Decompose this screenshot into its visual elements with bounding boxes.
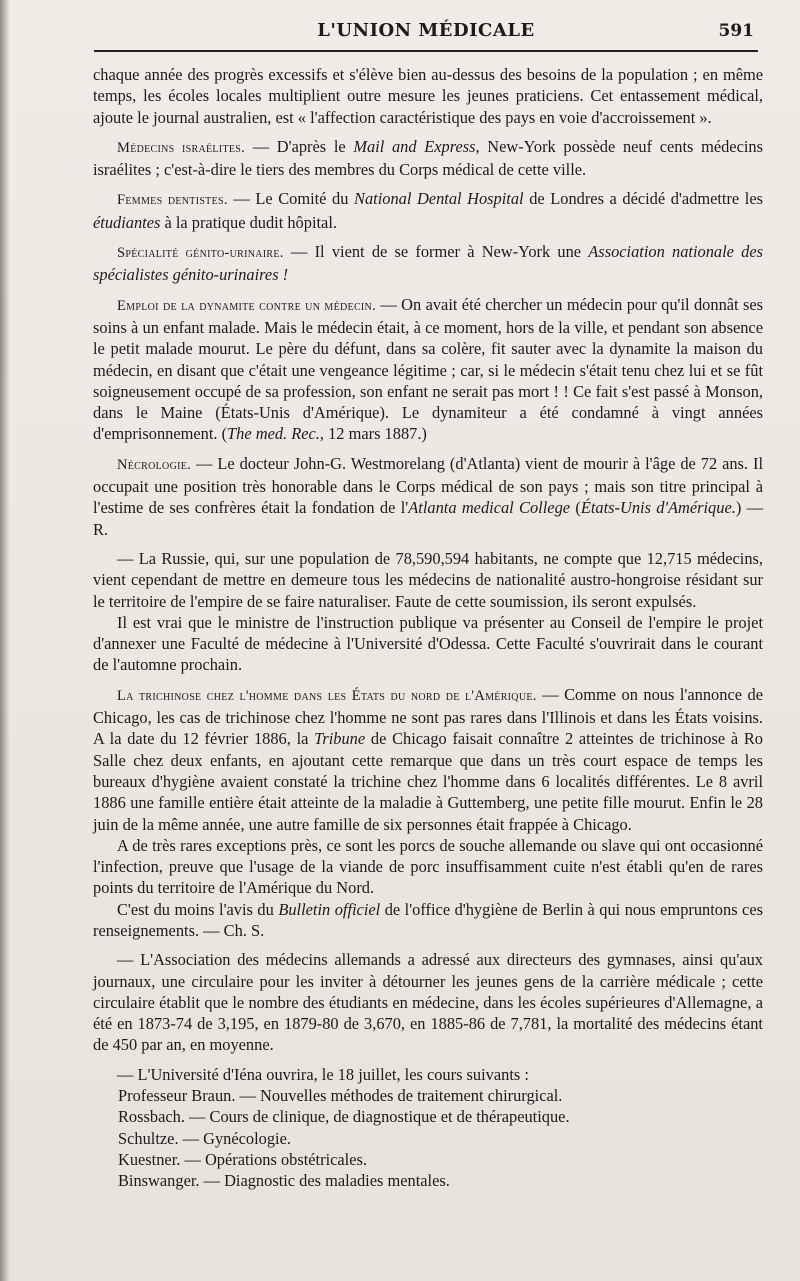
section-heading: Spécialité génito-urinaire. — [117, 245, 284, 262]
paragraph-association-allemande: — L'Association des médecins allemands a adressé aux directeurs des gymnases, ainsi qu'aux journaux, une circulaire pour les inviter à détourner les jeunes gens de la carrière médicale ; cette circulaire établit que le nombre des étudiants en médecine, dans les écoles supérieures d'Allemagne, a été en 1873-74 de 3,195, en 1879-80 de 3,670, en 1885-86 de 7,781, la mortalité des médecins étant de 450 par an, en moyenne. — [93, 950, 763, 1055]
paragraph-bulletin: C'est du moins l'avis du Bulletin officiel de l'office d'hygiène de Berlin à qui nous empruntons ces renseignements. — Ch. S. — [93, 899, 763, 940]
article-body — [93, 64, 763, 1192]
list-item: Binswanger. — Diagnostic des maladies mentales. — [118, 1171, 450, 1191]
paragraph-iena: — L'Université d'Iéna ouvrira, le 18 juillet, les cours suivants : — [117, 1064, 529, 1084]
section-heading: Femmes dentistes. — [117, 192, 228, 209]
paragraph-medecins-israelites: Médecins israélites. — D'après le Mail and Express, New-York possède neuf cents médecins israélites ; c'est-à-dire le tiers des membres du Corps médical de cette ville. — [93, 136, 763, 180]
paragraph-necrologie: Nécrologie. — Le docteur John-G. Westmorelang (d'Atlanta) vient de mourir à l'âge de 72 ans. Il occupait une position très honorable dans le Corps médical de son pays ; mais son titre principal à l'estime de ses confrères était la fondation de l'Atlanta medical College (États-Unis d'Amérique.) — R. — [93, 453, 763, 539]
book-spine-shadow — [0, 0, 10, 1281]
journal-title: L'UNION MÉDICALE — [317, 20, 535, 41]
paragraph-russie: — La Russie, qui, sur une population de 78,590,594 habitants, ne compte que 12,715 médecins, vient cependant de mettre en demeure tous les médecins de nationalité austro-hongroise résidant sur le territoire de l'empire de se faire naturaliser. Faute de cette soumission, ils seront expulsés. — [93, 548, 763, 611]
list-item: Schultze. — Gynécologie. — [118, 1128, 291, 1148]
section-heading: Emploi de la dynamite contre un médecin. — [117, 297, 377, 314]
paragraph-femmes-dentistes: Femmes dentistes. — Le Comité du National Dental Hospital de Londres a décidé d'admettre les étudiantes à la pratique dudit hôpital. — [93, 189, 763, 232]
course-list — [118, 1085, 763, 1191]
page-number: 591 — [718, 21, 754, 41]
section-heading: Nécrologie. — [117, 456, 192, 473]
paragraph-population: chaque année des progrès excessifs et s'élève bien au-dessus des besoins de la population ; en même temps, les écoles locales multiplient outre mesure les jeunes praticiens. Cet entassement médical, ajoute le journal australien, est « l'affection caractéristique des pays en voie d'accroissement ». — [93, 65, 763, 127]
section-heading: La trichinose chez l'homme dans les États du nord de l'Amérique. — [117, 687, 537, 704]
running-header — [92, 20, 760, 46]
list-item: Kuestner. — Opérations obstétricales. — [118, 1149, 367, 1169]
paragraph-porcs: A de très rares exceptions près, ce sont les porcs de souche allemande ou slave qui ont occasionné l'infection, preuve que l'usage de la viande de porc insuffisamment cuite n'est établi qu'en de rares points du territoire de l'Amérique du Nord. — [93, 835, 763, 898]
paragraph-odessa: Il est vrai que le ministre de l'instruction publique va présenter au Conseil de l'empire le projet d'annexer une Faculté de médecine à l'Université d'Odessa. Cette Faculté s'ouvrirait dans le courant de l'automne prochain. — [93, 612, 763, 675]
list-item: Professeur Braun. — Nouvelles méthodes de traitement chirurgical. — [118, 1086, 563, 1106]
paragraph-dynamite: Emploi de la dynamite contre un médecin. — On avait été chercher un médecin pour qu'il donnât ses soins à un enfant malade. Mais le médecin était, à ce moment, hors de la ville, et pendant son absence le petit malade mourut. Le père du défunt, dans sa colère, fit sauter avec la dynamite la maison du médecin, en disant que c'était une vengeance légitime ; car, si le médecin s'était tenu chez lui et se fût soigneusement occupé de sa profession, son enfant ne serait pas mort ! ! Ce fait s'est passé à Monson, dans le Maine (États-Unis d'Amérique). Le dynamiteur a été condamné à vingt années d'emprisonnement. (The med. Rec., 12 mars 1887.) — [93, 294, 763, 444]
paragraph-specialite-genito-urinaire: Spécialité génito-urinaire. — Il vient de se former à New-York une Association nationale des spécialistes génito-urinaires ! — [93, 242, 763, 285]
paragraph-trichinose: La trichinose chez l'homme dans les États du nord de l'Amérique. — Comme on nous l'annonce de Chicago, les cas de trichinose chez l'homme ne sont pas rares dans l'Illinois et dans les États voisins. A la date du 12 février 1886, la Tribune de Chicago faisait connaître 2 atteintes de trichinose à Ro Salle chez deux enfants, en ajoutant cette remarque que dans un très court espace de temps les bureaux d'hygiène avaient constaté la trichine chez l'homme dans 6 localités différentes. Le 8 avril 1886 une famille entière était atteinte de la maladie à Guttemberg, une petite fille mourut. Enfin le 28 juin de la même année, une autre famille de six personnes était frappée à Chicago. — [93, 684, 763, 834]
header-rule — [94, 50, 758, 52]
list-item: Rossbach. — Cours de clinique, de diagnostique et de thérapeutique. — [118, 1107, 570, 1127]
section-heading: Médecins israélites. — [117, 139, 246, 156]
